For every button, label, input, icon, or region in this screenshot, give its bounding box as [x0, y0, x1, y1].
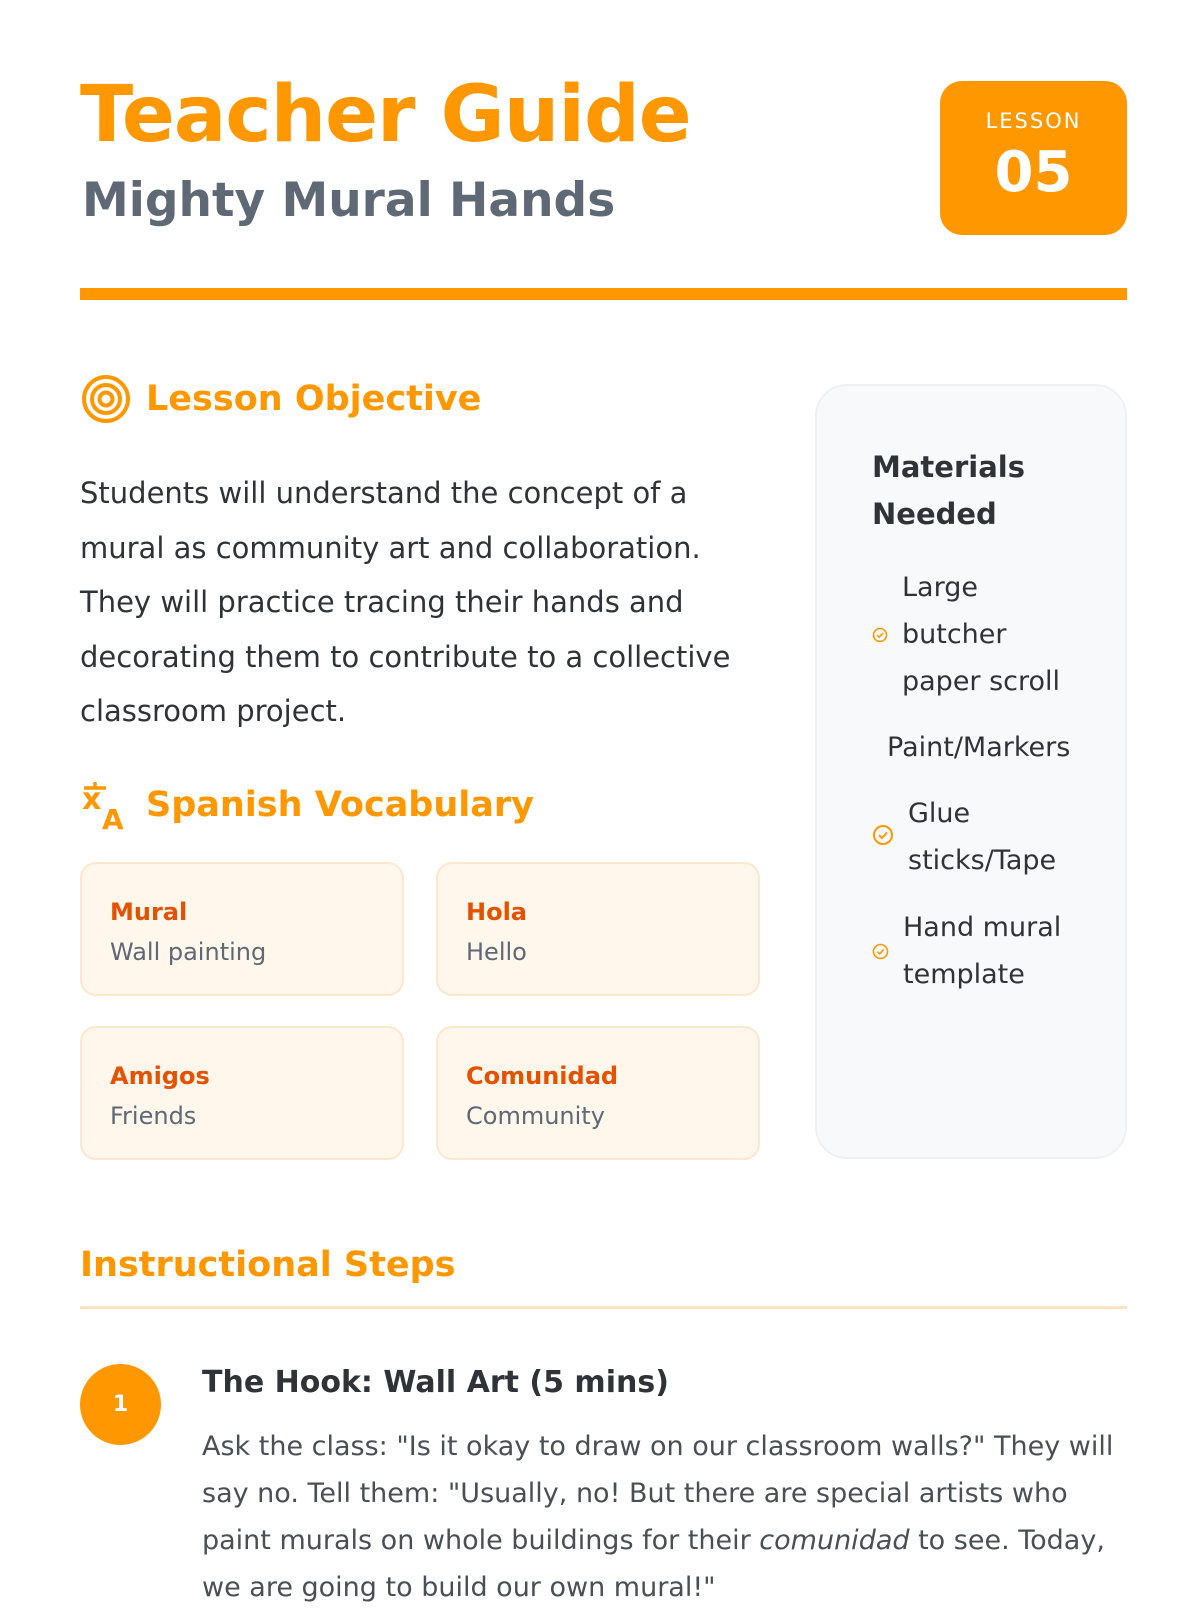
lesson-label: LESSON — [985, 109, 1082, 133]
vocab-card-comunidad — [436, 1026, 760, 1160]
header-divider — [80, 288, 1127, 300]
vocab-card-hola — [436, 862, 760, 996]
step-title: The Hook: Wall Art (5 mins) — [202, 1365, 669, 1400]
objective-text: Students will understand the concept of a mural as community art and collaboration. They will practice tracing their hands and decorating them to contribute to a collective classroom project. — [80, 476, 731, 728]
material-label: Large butcher paper scroll — [902, 572, 1061, 697]
vocab-card-amigos — [80, 1026, 404, 1160]
objective-heading-text: Lesson Objective — [146, 378, 482, 419]
vocab-term: Mural — [110, 898, 188, 926]
svg-text:x: x — [82, 782, 102, 817]
check-circle-icon — [872, 928, 889, 975]
step-body — [202, 1423, 1127, 1611]
check-circle-icon — [872, 611, 888, 658]
page-title: Teacher Guide — [80, 70, 691, 160]
vocab-meaning: Community — [466, 1102, 605, 1130]
vocab-term: Comunidad — [466, 1062, 619, 1090]
step-body-emphasis: comunidad — [759, 1525, 910, 1556]
steps-divider — [80, 1306, 1127, 1309]
material-label: Paint/Markers — [887, 732, 1071, 763]
vocabulary-heading — [80, 779, 534, 831]
material-item — [887, 724, 1117, 771]
vocab-meaning: Friends — [110, 1102, 197, 1130]
vocab-meaning: Wall painting — [110, 938, 267, 966]
material-item — [872, 790, 1072, 884]
svg-text:A: A — [102, 803, 124, 831]
vocabulary-heading-text: Spanish Vocabulary — [146, 784, 534, 825]
objective-heading — [80, 373, 481, 425]
vocab-card-mural — [80, 862, 404, 996]
material-label: Glue sticks/Tape — [908, 798, 1057, 876]
step-body-text-end: to see. Today, we are going to build our own mural!" — [202, 1525, 1105, 1603]
material-label: Hand mural template — [903, 912, 1062, 990]
vocab-term: Hola — [466, 898, 527, 926]
materials-heading: Materials Needed — [872, 450, 1025, 531]
vocab-meaning: Hello — [466, 938, 527, 966]
material-item — [872, 564, 1072, 705]
step-body-text: Ask the class: "Is it okay to draw on our classroom walls?" They will say no. Tell them: "Usually, no! But there are special artists who paint murals on whole buildings for their — [202, 1431, 1114, 1556]
target-icon — [80, 373, 132, 425]
check-circle-icon — [872, 814, 894, 861]
lesson-badge — [940, 81, 1127, 235]
lesson-number: 05 — [994, 140, 1073, 205]
translate-icon — [80, 779, 132, 831]
step-number-badge: 1 — [80, 1364, 161, 1445]
page-subtitle: Mighty Mural Hands — [82, 173, 616, 228]
vocab-term: Amigos — [110, 1062, 210, 1090]
materials-panel — [815, 384, 1127, 1159]
material-item — [872, 904, 1092, 998]
steps-heading: Instructional Steps — [80, 1245, 456, 1285]
